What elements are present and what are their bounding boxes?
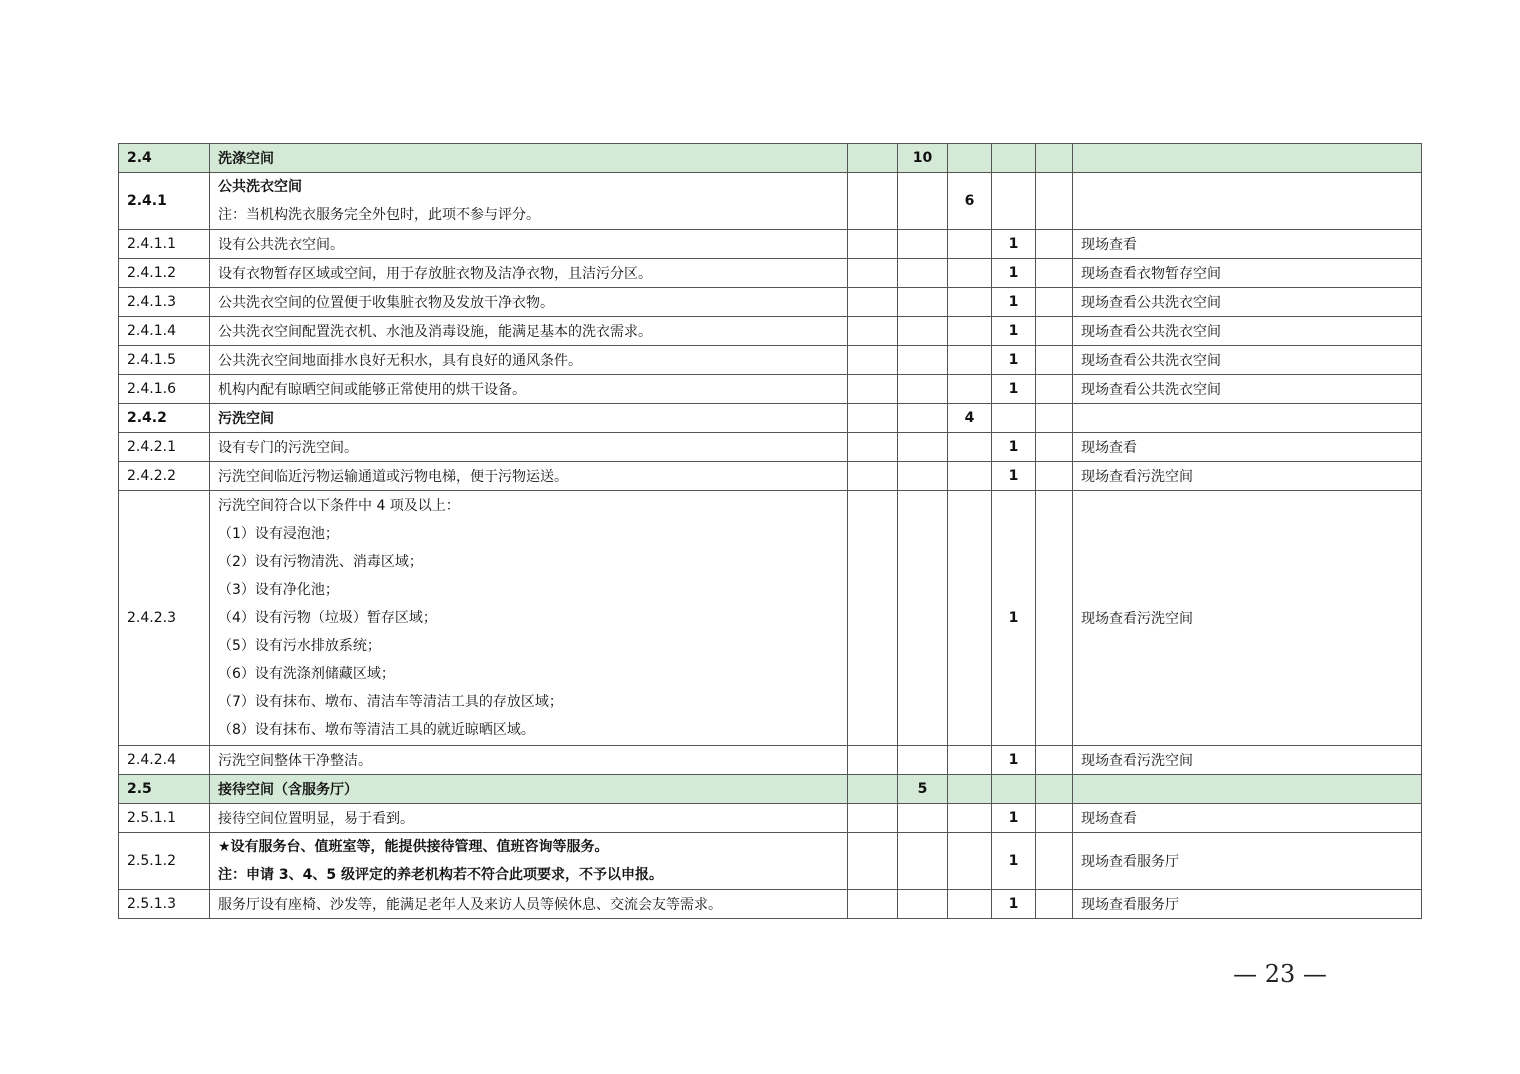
item-score: 1 (992, 491, 1036, 746)
item-code: 2.4.1.6 (119, 375, 210, 404)
table-row (119, 833, 1422, 890)
item-code: 2.4.1.2 (119, 259, 210, 288)
item-text: 设有专门的污洗空间。 (210, 433, 848, 462)
section-score: 5 (898, 775, 948, 804)
check-method: 现场查看公共洗衣空间 (1073, 346, 1422, 375)
item-code: 2.4.1.1 (119, 230, 210, 259)
subsection-note: 注：当机构洗衣服务完全外包时，此项不参与评分。 (218, 207, 540, 223)
item-score: 1 (992, 433, 1036, 462)
item-text-list (210, 491, 848, 746)
check-method: 现场查看公共洗衣空间 (1073, 375, 1422, 404)
item-text: 设有衣物暂存区域或空间，用于存放脏衣物及洁净衣物，且洁污分区。 (210, 259, 848, 288)
check-method: 现场查看污洗空间 (1073, 462, 1422, 491)
item-code: 2.4.2.2 (119, 462, 210, 491)
item-score: 1 (992, 346, 1036, 375)
table-row (119, 288, 1422, 317)
table-row (119, 317, 1422, 346)
subsection-row (119, 173, 1422, 230)
check-method: 现场查看污洗空间 (1073, 491, 1422, 746)
table-row (119, 346, 1422, 375)
section-title: 洗涤空间 (210, 144, 848, 173)
table-row (119, 491, 1422, 746)
item-score: 1 (992, 462, 1036, 491)
item-text: 设有公共洗衣空间。 (210, 230, 848, 259)
check-method: 现场查看公共洗衣空间 (1073, 288, 1422, 317)
check-method: 现场查看 (1073, 804, 1422, 833)
section-score: 10 (898, 144, 948, 173)
item-code: 2.5.1.3 (119, 890, 210, 919)
list-line: 污洗空间符合以下条件中 4 项及以上： (218, 498, 460, 514)
item-text: 接待空间位置明显，易于看到。 (210, 804, 848, 833)
list-line: （3）设有净化池； (218, 582, 339, 598)
list-line: （4）设有污物（垃圾）暂存区域； (218, 610, 437, 626)
item-score: 1 (992, 375, 1036, 404)
subsection-score: 4 (948, 404, 992, 433)
item-score: 1 (992, 804, 1036, 833)
item-code: 2.4.2.1 (119, 433, 210, 462)
section-title: 接待空间（含服务厅） (210, 775, 848, 804)
item-code: 2.5 (119, 775, 210, 804)
item-score: 1 (992, 890, 1036, 919)
check-method: 现场查看 (1073, 230, 1422, 259)
table-row (119, 230, 1422, 259)
assessment-table (118, 143, 1422, 919)
list-line: （8）设有抹布、墩布等清洁工具的就近晾晒区域。 (218, 722, 535, 738)
table-row (119, 375, 1422, 404)
check-method: 现场查看服务厅 (1073, 890, 1422, 919)
item-text: 污洗空间整体干净整洁。 (210, 746, 848, 775)
item-code: 2.5.1.1 (119, 804, 210, 833)
table-row (119, 259, 1422, 288)
item-score: 1 (992, 230, 1036, 259)
subsection-title: 公共洗衣空间 (218, 179, 302, 195)
page-number: — 23 — (1233, 960, 1327, 988)
table-row (119, 433, 1422, 462)
check-method: 现场查看污洗空间 (1073, 746, 1422, 775)
item-text: 公共洗衣空间配置洗衣机、水池及消毒设施，能满足基本的洗衣需求。 (210, 317, 848, 346)
item-text: 公共洗衣空间的位置便于收集脏衣物及发放干净衣物。 (210, 288, 848, 317)
item-text: 机构内配有晾晒空间或能够正常使用的烘干设备。 (210, 375, 848, 404)
list-line: （1）设有浸泡池； (218, 526, 339, 542)
requirement-note: 注：申请 3、4、5 级评定的养老机构若不符合此项要求，不予以申报。 (218, 867, 663, 883)
item-score: 1 (992, 288, 1036, 317)
item-score: 1 (992, 746, 1036, 775)
check-method: 现场查看服务厅 (1073, 833, 1422, 890)
table-row (119, 890, 1422, 919)
subsection-title: 污洗空间 (210, 404, 848, 433)
list-line: （6）设有洗涤剂储藏区域； (218, 666, 395, 682)
item-text: 污洗空间临近污物运输通道或污物电梯，便于污物运送。 (210, 462, 848, 491)
item-code: 2.4.2.3 (119, 491, 210, 746)
item-code: 2.4.1.5 (119, 346, 210, 375)
item-text: 服务厅设有座椅、沙发等，能满足老年人及来访人员等候休息、交流会友等需求。 (210, 890, 848, 919)
item-score: 1 (992, 317, 1036, 346)
item-text: 公共洗衣空间地面排水良好无积水，具有良好的通风条件。 (210, 346, 848, 375)
subsection-score: 6 (948, 173, 992, 230)
section-row (119, 775, 1422, 804)
item-code: 2.4.2.4 (119, 746, 210, 775)
check-method: 现场查看 (1073, 433, 1422, 462)
check-method: 现场查看衣物暂存空间 (1073, 259, 1422, 288)
table-row (119, 804, 1422, 833)
list-line: （5）设有污水排放系统； (218, 638, 381, 654)
table-row (119, 462, 1422, 491)
item-code: 2.4.1 (119, 173, 210, 230)
item-code: 2.4.2 (119, 404, 210, 433)
item-score: 1 (992, 833, 1036, 890)
check-method: 现场查看公共洗衣空间 (1073, 317, 1422, 346)
item-code: 2.5.1.2 (119, 833, 210, 890)
list-line: （2）设有污物清洗、消毒区域； (218, 554, 423, 570)
item-score: 1 (992, 259, 1036, 288)
item-code: 2.4.1.3 (119, 288, 210, 317)
section-row (119, 144, 1422, 173)
item-code: 2.4 (119, 144, 210, 173)
table-row (119, 746, 1422, 775)
subsection-row (119, 404, 1422, 433)
list-line: （7）设有抹布、墩布、清洁车等清洁工具的存放区域； (218, 694, 563, 710)
key-requirement-text: ★设有服务台、值班室等，能提供接待管理、值班咨询等服务。 (218, 839, 609, 855)
item-code: 2.4.1.4 (119, 317, 210, 346)
